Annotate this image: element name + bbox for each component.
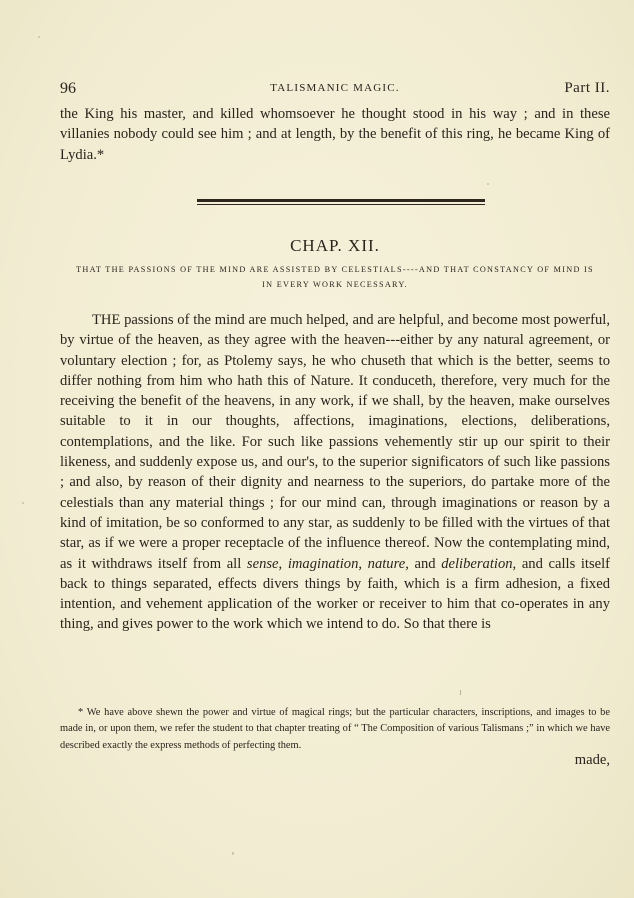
italic-sense: sense — [246, 555, 279, 572]
section-divider-thin — [197, 204, 485, 205]
footnote: * We have above shewn the power and virtue of magical rings; but the particular characters, inscriptions, and images to be made in, or upon them, we refer the student to that chapter treating of “ The Composition of various Talismans ;” in which we have described exactly the express methods of perfecting them. — [60, 707, 610, 751]
chapter-subtitle: THAT THE PASSIONS OF THE MIND ARE ASSISTED BY CELESTIALS----AND THAT CONSTANCY OF MIND IS IN EVERY WORK NECESSARY. — [76, 265, 594, 289]
footnote-tick — [460, 690, 461, 695]
running-head — [60, 80, 610, 100]
chapter-title: CHAP. XII. — [290, 236, 380, 255]
body-text-and: and — [414, 555, 436, 572]
page-number: 96 — [60, 80, 76, 97]
body-text-part2: , and calls itself back to things separated, effects divers things by faith, which is a firm adhesion, a fixed intention, and vehement application of the worker or receiver to him that co-operates in any thing, and gives power to the work which we intend to do. So that there is — [60, 555, 611, 633]
paper-speck — [232, 852, 234, 855]
paper-speck — [38, 36, 40, 38]
running-title: TALISMANIC MAGIC. — [270, 82, 400, 94]
section-divider-thick — [197, 199, 485, 202]
chapter-body-paragraph: THE passions of the mind are much helped, and are helpful, and become most powerful, by virtue of the heaven, as they agree with the heaven---either by any natural agreement, or voluntary election ; for, as Ptolemy says, he who chuseth that which is the better, seems to differ nothing from him who hath this of Nature. It conduceth, therefore, very much for the receiving the benefit of the heavens, in any work, if we shall, by the heaven, make ourselves suitable to it in our thoughts, affections, imaginations, elections, deliberations, contemplations, and the like. For such like passions vehemently stir up our spirit to their likeness, and suddenly expose us, and our's, to the superior significators of such like passions ; and also, by reason of their dignity and nearness to the superiors, do partake more of the celestials than any material things ; for our mind can, through imaginations or reason by a kind of imitation, be so conformed to any star, as suddenly to be filled with the virtues of that star, as if we were a proper receptacle of the influence thereof. Now the contemplating mind, as it withdraws itself from all sense, imagination, nature, and deliberation, and calls itself back to things separated, effects divers things by faith, which is a firm adhesion, a fixed intention, and vehement application of the worker or receiver to him that co-operates in any thing, and gives power to the work which we intend to do. So that there is — [60, 312, 611, 633]
italic-imagination: imagination — [287, 555, 359, 572]
body-text-part1: THE passions of the mind are much helped, and are helpful, and become most powerful, by virtue of the heaven, as they agree with the heaven---either by any natural agreement, or voluntary election ; for, as Ptolemy says, he who chuseth that which is the better, seems to differ nothing from him who hath this of Nature. It conduceth, therefore, very much for the receiving the benefit of the heavens, in any work, if we shall, by the heaven, make ourselves suitable to it in our thoughts, affections, imaginations, elections, deliberations, contemplations, and the like. For such like passions vehemently stir up our spirit to their likeness, and suddenly expose us, and our's, to the superior significators of such like passions ; and also, by reason of their dignity and nearness to the superiors, do partake more of the celestials than any material things ; for our mind can, through imaginations or reason by a kind of imitation, be so conformed to any star, as suddenly to be filled with the virtues of that star, as if we were a proper receptacle of the influence thereof. Now the contemplating mind, as it withdraws itself from all — [60, 312, 610, 572]
italic-nature: nature — [367, 555, 406, 572]
paper-speck — [487, 183, 489, 185]
catchword: made, — [574, 752, 610, 768]
continued-paragraph: the King his master, and killed whomsoever he thought stood in his way ; and in these villanies nobody could see him ; and at length, by the benefit of this ring, he became King of Lydia.* — [60, 106, 610, 163]
italic-deliberation: deliberation — [441, 555, 513, 572]
part-label: Part II. — [564, 80, 610, 96]
paper-speck — [22, 502, 24, 504]
